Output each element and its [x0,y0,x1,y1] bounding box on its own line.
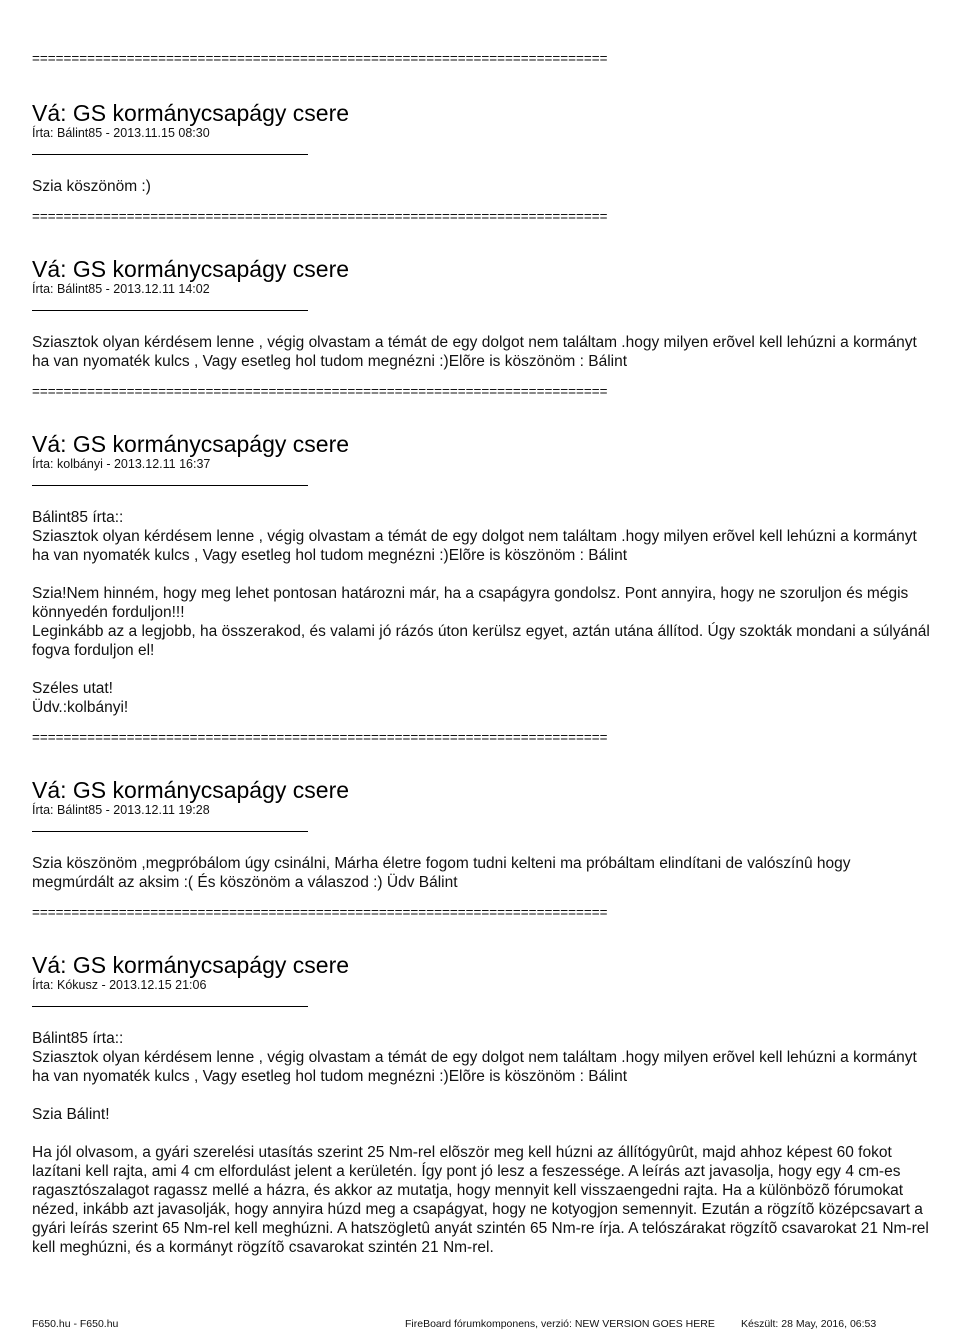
post-meta: Írta: Bálint85 - 2013.11.15 08:30 [32,126,210,140]
post-paragraph: Ha jól olvasom, a gyári szerelési utasítás szerint 25 Nm-rel elõször meg kell húzni az állítógyûrût, majd ahhoz képest 60 fokot lazítani kell rajta, ami 4 cm elfordulást jelent a kerületén. Így pont jó lesz a feszessége. A leírás azt javasolja, hogy egy 4 cm-es ragasztószalagot ragassz mellé a házra, és akkor az mutatja, hogy mennyit kell visszaengedni rajta. Ha a különbözõ fórumokat nézed, inkább azt javasolják, hogy annyira húzd meg a csapágyat, hogy ne kotyogjon semennyit. Ezután a rögzítõ középcsavart a gyári leírás szerint 65 Nm-rel kell meghúzni. A hatszögletû anyát szintén 65 Nm-re írja. A telószárakat rögzítõ csavarokat 21 Nm-rel kell meghúzni, és a kormányt rögzítõ csavarokat szintén 21 Nm-rel. [32,1144,929,1256]
post-paragraph: Szia köszönöm ,megpróbálom úgy csinálni, Márha életre fogom tudni kelteni ma próbáltam elindítani de valószínû hogy megmúrdált az aksim :( És köszönöm a válaszod :) Üdv Bálint [32,855,851,891]
page-footer [32,1318,932,1332]
post-title: Vá: GS kormánycsapágy csere [32,952,350,978]
post [32,256,932,371]
post-title: Vá: GS kormánycsapágy csere [32,777,350,803]
footer-component: FireBoard fórumkomponens, verzió: NEW VERSION GOES HERE [405,1318,715,1330]
post-meta: Írta: Bálint85 - 2013.12.11 19:28 [32,803,210,817]
post-title: Vá: GS kormánycsapágy csere [32,431,350,457]
post-body [32,854,932,892]
post-body [32,1029,932,1257]
post-meta: Írta: Kókusz - 2013.12.15 21:06 [32,978,207,992]
quote-author: Bálint85 írta:: [32,509,124,526]
separator: ========================================================================= [32,384,608,399]
post [32,952,932,1257]
separator: ========================================================================= [32,209,608,224]
post-greeting: Szia Bálint! [32,1106,110,1123]
post-title: Vá: GS kormánycsapágy csere [32,256,350,282]
post-paragraph: Sziasztok olyan kérdésem lenne , végig olvastam a témát de egy dolgot nem találtam .hogy milyen erõvel kell lehúzni a kormányt ha van nyomaték kulcs , Vagy esetleg hol tudom megnézni :)Elõre is köszönöm : Bálint [32,334,917,370]
quote-text: Sziasztok olyan kérdésem lenne , végig olvastam a témát de egy dolgot nem találtam .hogy milyen erõvel kell lehúzni a kormányt ha van nyomaték kulcs , Vagy esetleg hol tudom megnézni :)Elõre is köszönöm : Bálint [32,1049,917,1085]
post-body [32,177,932,196]
post [32,100,932,196]
divider-line [32,485,308,486]
post-signature: Üdv.:kolbányi! [32,699,129,716]
post [32,431,932,717]
divider-line [32,154,308,155]
forum-thread [32,0,932,1257]
post-title: Vá: GS kormánycsapágy csere [32,100,350,126]
separator: ========================================================================= [32,730,608,745]
quote-author: Bálint85 írta:: [32,1030,124,1047]
post-meta: Írta: Bálint85 - 2013.12.11 14:02 [32,282,210,296]
separator: ========================================================================= [32,905,608,920]
post-paragraph: Szia!Nem hinném, hogy meg lehet pontosan határozni már, ha a csapágyra gondolsz. Pont annyira, hogy ne szoruljon és mégis könnyedén forduljon!!! [32,585,909,621]
post-paragraph: Leginkább az a legjobb, ha összerakod, és valami jó rázós úton kerülsz egyet, aztán utána állítod. Úgy szokták mondani a súlyánál fogva forduljon el! [32,623,930,659]
post [32,777,932,892]
separator: ========================================================================= [32,51,608,66]
divider-line [32,1006,308,1007]
post-body [32,508,932,717]
post-body [32,333,932,371]
post-meta: Írta: kolbányi - 2013.12.11 16:37 [32,457,211,471]
footer-site: F650.hu - F650.hu [32,1318,119,1330]
post-paragraph: Szia köszönöm :) [32,178,151,195]
divider-line [32,310,308,311]
post-paragraph: Széles utat! [32,680,113,697]
footer-generated: Készült: 28 May, 2016, 06:53 [741,1318,877,1330]
divider-line [32,831,308,832]
quote-text: Sziasztok olyan kérdésem lenne , végig olvastam a témát de egy dolgot nem találtam .hogy milyen erõvel kell lehúzni a kormányt ha van nyomaték kulcs , Vagy esetleg hol tudom megnézni :)Elõre is köszönöm : Bálint [32,528,917,564]
